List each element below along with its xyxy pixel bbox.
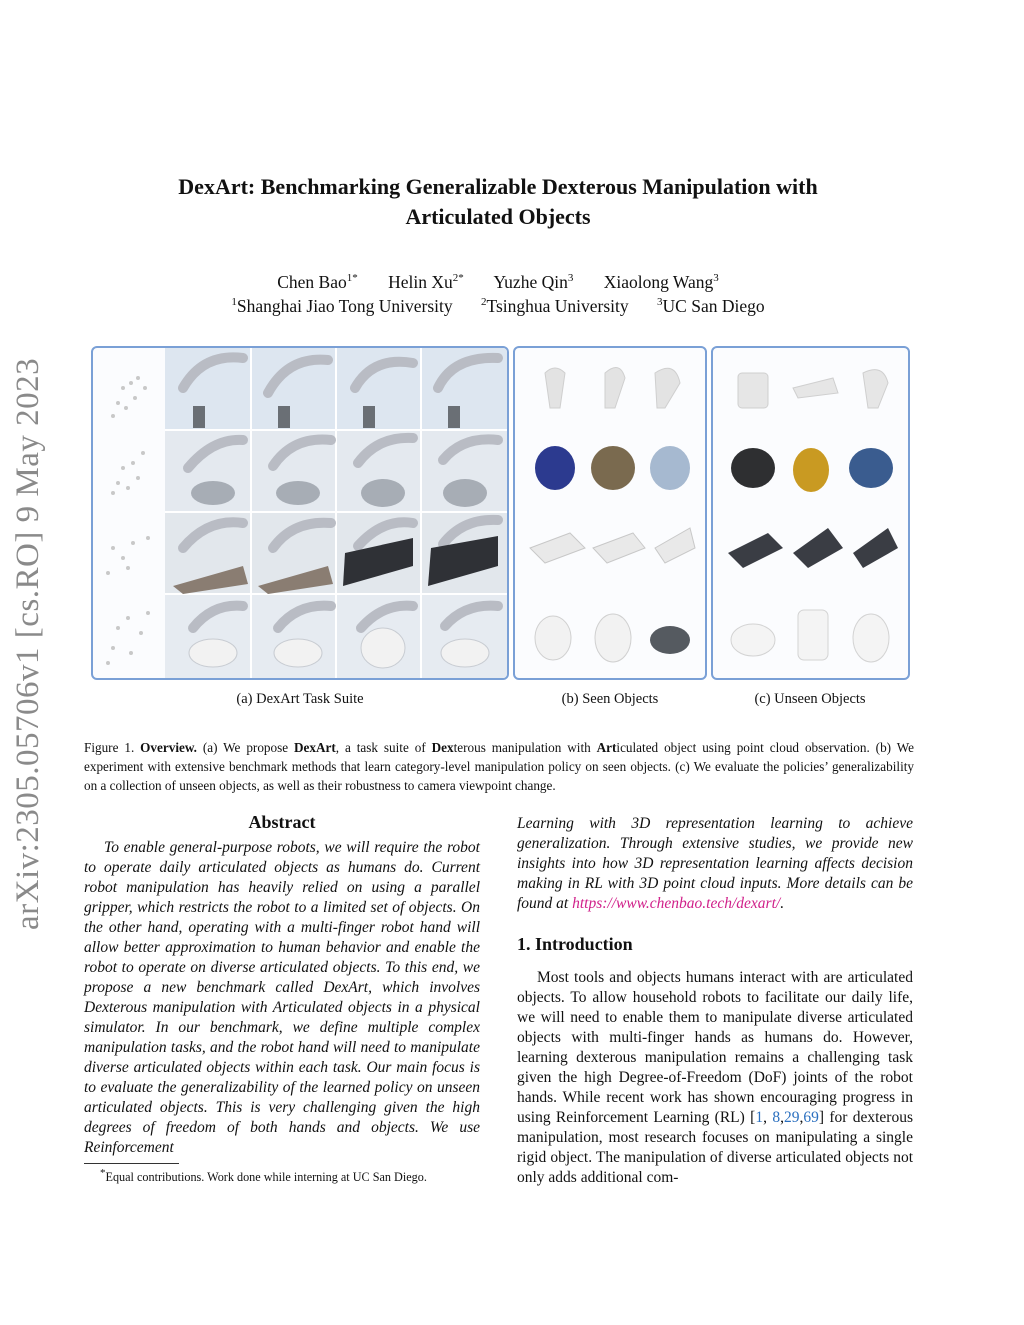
figure-panel-task-suite (91, 346, 509, 680)
author-list (100, 270, 896, 294)
author: Yuzhe Qin$^3$ (493, 272, 574, 292)
abstract-text-left: To enable general-purpose robots, we will require the robot to operate daily articulated objects as humans do. Current robot manipulation has heavily relied on using a parallel gripper, which restricts the robot to a limited set of objects. On the other hand, operating with a multi-finger robot hand will allow better approximation to human behavior and enable the robot to operate on diverse articulated objects. To this end, we propose a new benchmark called DexArt, which involves Dexterous manipulation with Articulated objects in a physical simulator. In our benchmark, we define multiple complex manipulation tasks, and the robot hand will need to manipulate diverse articulated objects within each task. Our main focus is to evaluate the generalizability of the learned policy on unseen articulated objects. This is very challenging given the high degrees of freedom of both hands and objects. We use Reinforcement (84, 839, 480, 1156)
author: Helin $Xu^{2*}$ (388, 272, 464, 292)
subcaption-a: (a) DexArt Task Suite (236, 691, 364, 707)
abstract-text-right: Learning with 3D representation learning to achieve generalization. Through extensive studies, we provide new insights into how 3D representation learning affects decision making in RL with 3D point cloud inputs. More details can be found at https://www.chenbao.tech/dexart/. (517, 815, 913, 912)
author: Xiaolong Wang$^3$ (603, 272, 719, 292)
citation-link[interactable]: 1 (755, 1109, 764, 1126)
footnote-rule (84, 1163, 179, 1164)
paper-title (100, 172, 896, 232)
citation-link[interactable]: 8 (772, 1109, 781, 1126)
figure-panel-seen-objects (513, 346, 707, 680)
introduction-text: Most tools and objects humans interact with are articulated objects. To allow household robots to facilitate our daily life, we will need to enable them to manipulate diverse articulated objects with multi-finger hands as humans do. However, learning dexterous manipulation remains a challenging task given the high Degree-of-Freedom (DoF) joints of the robot hands. While recent work has shown encouraging progress in using Reinforcement Learning (RL) [1, 8,29,69] for dexterous manipulation, most research focuses on manipulating a single rigid object. The manipulation of diverse articulated objects not only adds additional com- (517, 969, 914, 1186)
affiliation-list (100, 294, 896, 318)
seen-objects-illustration (515, 348, 705, 678)
author: Chen Bao$^{1*}$ (277, 272, 358, 292)
introduction-heading: 1. Introduction (517, 934, 633, 954)
citation-link[interactable]: 69 (803, 1109, 819, 1126)
footnote: *Equal contributions. Work done while interning at UC San Diego. (100, 1166, 427, 1184)
affiliation: $^2$Tsinghua University (480, 296, 629, 316)
title-line-1: DexArt: Benchmarking Generalizable Dexterous Manipulation with (178, 174, 818, 199)
title-line-2: Articulated Objects (405, 204, 591, 229)
figure-caption: Figure 1. Overview. (a) We propose DexArt, a task suite of Dexterous manipulation with Articulated object using point cloud observation. (b) We experiment with extensive benchmark methods that learn category-level manipulation policy on seen objects. (c) We evaluate the policies’ generalizability on a collection of unseen objects, as well as their robustness to camera viewpoint change. (84, 740, 914, 793)
subcaption-c: (c) Unseen Objects (754, 691, 866, 707)
affiliation: $^1$Shanghai Jiao Tong University (231, 296, 453, 316)
affiliation: $^3$UC San Diego (657, 296, 765, 316)
subcaption-b: (b) Seen Objects (561, 691, 659, 707)
task-suite-illustration (93, 348, 507, 678)
unseen-objects-illustration (713, 348, 908, 678)
abstract-heading: Abstract (248, 812, 316, 832)
citation-link[interactable]: 29 (783, 1109, 800, 1126)
project-link[interactable]: https://www.chenbao.tech/dexart/ (572, 895, 781, 912)
arxiv-identifier: arXiv:2305.05706v1 [cs.RO] 9 May 2023 (10, 357, 46, 930)
figure-panel-unseen-objects (711, 346, 910, 680)
